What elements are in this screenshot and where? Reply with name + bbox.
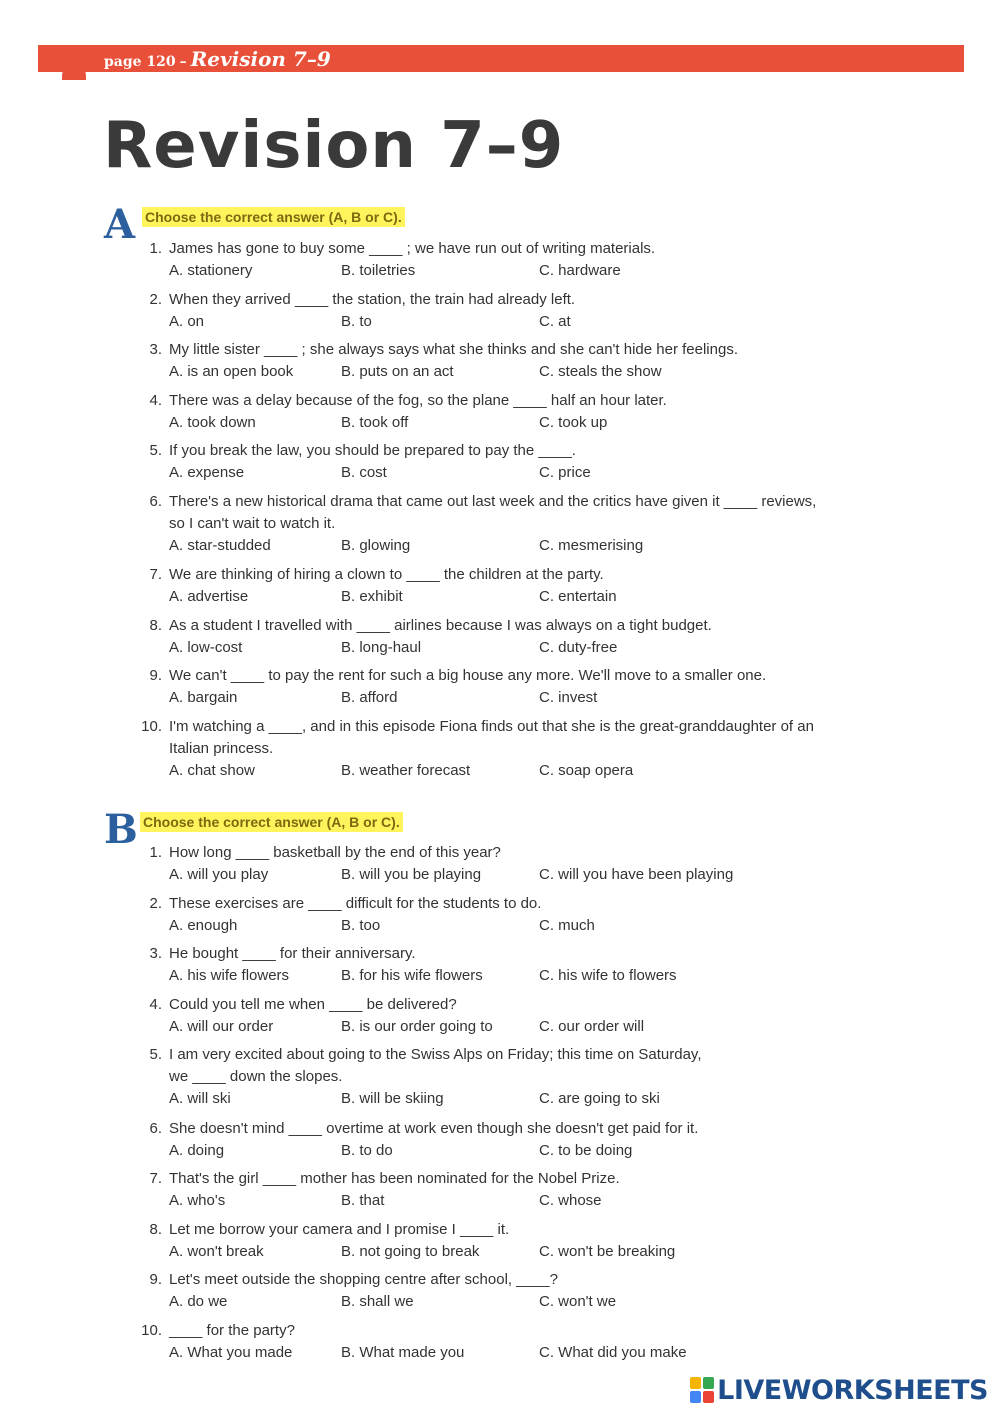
answer-option-a[interactable]: A. won't break bbox=[169, 1242, 264, 1260]
answer-option-c[interactable]: C. won't we bbox=[539, 1293, 617, 1310]
liveworksheets-logo[interactable] bbox=[690, 1374, 988, 1406]
question-text: James has gone to buy some ____ ; we have run out of writing materials. bbox=[169, 240, 656, 257]
answer-option-c[interactable]: C. will you have been playing bbox=[539, 866, 734, 883]
question-text: I am very excited about going to the Swiss Alps on Friday; this time on Saturday, bbox=[169, 1046, 702, 1063]
answer-option-a[interactable]: A. What you made bbox=[169, 1343, 293, 1361]
answer-option-a[interactable]: A. chat show bbox=[169, 761, 255, 779]
running-header: page 120 – Revision 7–9 bbox=[104, 47, 331, 71]
question-number: 9. bbox=[149, 1271, 162, 1288]
answer-option-a[interactable]: A. enough bbox=[169, 916, 238, 934]
answer-option-a[interactable]: A. will our order bbox=[169, 1017, 274, 1035]
answer-option-c[interactable]: C. our order will bbox=[539, 1017, 645, 1035]
answer-option-c[interactable]: C. are going to ski bbox=[539, 1090, 660, 1107]
answer-option-c[interactable]: C. took up bbox=[539, 413, 608, 431]
answer-option-b[interactable]: B. toiletries bbox=[341, 262, 416, 279]
question-number: 2. bbox=[149, 290, 162, 308]
question-number: 5. bbox=[149, 442, 162, 459]
answer-option-a[interactable]: A. on bbox=[169, 312, 205, 330]
answer-option-c[interactable]: C. to be doing bbox=[539, 1141, 633, 1159]
answer-option-b[interactable]: B. for his wife flowers bbox=[341, 967, 483, 984]
question-text: so I can't wait to watch it. bbox=[169, 514, 336, 532]
question-text: We can't ____ to pay the rent for such a big house any more. We'll move to a smaller one. bbox=[169, 667, 767, 684]
question-text: Let me borrow your camera and I promise I ____ it. bbox=[169, 1220, 510, 1238]
question-number: 10. bbox=[141, 717, 162, 735]
section-letter: A bbox=[104, 201, 136, 248]
page-number: page 120 bbox=[104, 54, 176, 70]
question-text: I'm watching a ____, and in this episode Fiona finds out that she is the great-granddaughter of an bbox=[169, 717, 814, 735]
answer-option-b[interactable]: B. What made you bbox=[341, 1343, 465, 1361]
question-number: 3. bbox=[149, 945, 162, 962]
answer-option-a[interactable]: A. will you play bbox=[169, 866, 269, 883]
question-text: we ____ down the slopes. bbox=[169, 1068, 343, 1085]
logo-icon bbox=[690, 1377, 714, 1403]
question-number: 8. bbox=[149, 1220, 162, 1238]
question-number: 7. bbox=[149, 566, 162, 583]
header-title: Revision 7–9 bbox=[190, 47, 331, 71]
question-text: If you break the law, you should be prepared to pay the ____. bbox=[169, 442, 576, 459]
answer-option-a[interactable]: A. who's bbox=[169, 1192, 226, 1209]
answer-option-c[interactable]: C. whose bbox=[539, 1192, 602, 1209]
question-number: 10. bbox=[141, 1321, 162, 1339]
logo-text: LIVEWORKSHEETS bbox=[717, 1374, 988, 1406]
question-number: 9. bbox=[149, 667, 162, 684]
answer-option-b[interactable]: B. will you be playing bbox=[341, 866, 482, 883]
answer-option-b[interactable]: B. long-haul bbox=[341, 638, 422, 656]
answer-option-b[interactable]: B. to bbox=[341, 312, 372, 330]
answer-option-c[interactable]: C. at bbox=[539, 312, 571, 330]
question-text: There was a delay because of the fog, so the plane ____ half an hour later. bbox=[169, 391, 667, 409]
answer-option-c[interactable]: C. What did you make bbox=[539, 1343, 687, 1361]
question-number: 3. bbox=[149, 341, 162, 358]
question-text: Could you tell me when ____ be delivered? bbox=[169, 995, 457, 1013]
question-text: She doesn't mind ____ overtime at work even though she doesn't get paid for it. bbox=[169, 1119, 699, 1137]
answer-option-a[interactable]: A. bargain bbox=[169, 689, 238, 706]
answer-option-c[interactable]: C. hardware bbox=[539, 262, 621, 279]
question-text: ____ for the party? bbox=[169, 1321, 295, 1339]
answer-option-b[interactable]: B. too bbox=[341, 916, 381, 934]
section-letter: B bbox=[104, 806, 138, 853]
question-number: 6. bbox=[149, 492, 162, 510]
answer-option-b[interactable]: B. weather forecast bbox=[341, 761, 471, 779]
answer-option-b[interactable]: B. that bbox=[341, 1192, 385, 1209]
answer-option-a[interactable]: A. doing bbox=[169, 1141, 225, 1159]
answer-option-c[interactable]: C. much bbox=[539, 916, 595, 934]
answer-option-b[interactable]: B. glowing bbox=[341, 536, 411, 554]
answer-option-a[interactable]: A. is an open book bbox=[169, 363, 294, 380]
answer-option-a[interactable]: A. advertise bbox=[169, 588, 249, 605]
question-text: There's a new historical drama that came out last week and the critics have given it ____ reviews, bbox=[169, 492, 817, 510]
answer-option-c[interactable]: C. price bbox=[539, 464, 591, 481]
answer-option-b[interactable]: B. will be skiing bbox=[341, 1090, 444, 1107]
answer-option-c[interactable]: C. invest bbox=[539, 689, 598, 706]
answer-option-a[interactable]: A. do we bbox=[169, 1293, 228, 1310]
answer-option-b[interactable]: B. afford bbox=[341, 689, 398, 706]
question-number: 4. bbox=[149, 995, 162, 1013]
answer-option-c[interactable]: C. duty-free bbox=[539, 638, 618, 656]
page-title: Revision 7–9 bbox=[103, 109, 565, 183]
question-text: That's the girl ____ mother has been nominated for the Nobel Prize. bbox=[169, 1170, 620, 1187]
answer-option-c[interactable]: C. mesmerising bbox=[539, 536, 644, 554]
answer-option-a[interactable]: A. star-studded bbox=[169, 536, 271, 554]
question-text: Italian princess. bbox=[169, 739, 274, 757]
question-text: How long ____ basketball by the end of this year? bbox=[169, 844, 501, 861]
answer-option-a[interactable]: A. will ski bbox=[169, 1090, 231, 1107]
answer-option-a[interactable]: A. stationery bbox=[169, 262, 253, 279]
question-text: We are thinking of hiring a clown to ____ the children at the party. bbox=[169, 566, 604, 583]
question-number: 7. bbox=[149, 1170, 162, 1187]
answer-option-a[interactable]: A. his wife flowers bbox=[169, 967, 290, 984]
question-text: My little sister ____ ; she always says what she thinks and she can't hide her feelings. bbox=[169, 341, 738, 358]
section-instruction: Choose the correct answer (A, B or C). bbox=[142, 207, 405, 227]
question-number: 5. bbox=[149, 1046, 162, 1063]
answer-option-c[interactable]: C. entertain bbox=[539, 588, 617, 605]
question-text: Let's meet outside the shopping centre after school, ____? bbox=[169, 1271, 558, 1288]
question-number: 1. bbox=[149, 240, 162, 257]
question-text: These exercises are ____ difficult for the students to do. bbox=[169, 894, 542, 912]
question-text: As a student I travelled with ____ airlines because I was always on a tight budget. bbox=[169, 616, 712, 634]
question-text: He bought ____ for their anniversary. bbox=[169, 945, 416, 962]
answer-option-b[interactable]: B. exhibit bbox=[341, 588, 403, 605]
answer-option-b[interactable]: B. is our order going to bbox=[341, 1017, 493, 1035]
answer-option-a[interactable]: A. took down bbox=[169, 413, 256, 431]
answer-option-c[interactable]: C. his wife to flowers bbox=[539, 967, 677, 984]
answer-option-c[interactable]: C. soap opera bbox=[539, 761, 634, 779]
question-number: 8. bbox=[149, 616, 162, 634]
answer-option-b[interactable]: B. not going to break bbox=[341, 1242, 480, 1260]
answer-option-b[interactable]: B. shall we bbox=[341, 1293, 414, 1310]
question-text: When they arrived ____ the station, the train had already left. bbox=[169, 290, 576, 308]
answer-option-b[interactable]: B. puts on an act bbox=[341, 363, 454, 380]
question-number: 4. bbox=[149, 391, 162, 409]
section-instruction: Choose the correct answer (A, B or C). bbox=[140, 812, 403, 832]
answer-option-b[interactable]: B. cost bbox=[341, 464, 387, 481]
question-number: 6. bbox=[149, 1119, 162, 1137]
answer-option-b[interactable]: B. took off bbox=[341, 413, 409, 431]
question-number: 1. bbox=[149, 844, 162, 861]
answer-option-b[interactable]: B. to do bbox=[341, 1141, 393, 1159]
answer-option-a[interactable]: A. low-cost bbox=[169, 638, 243, 656]
answer-option-c[interactable]: C. won't be breaking bbox=[539, 1242, 676, 1260]
answer-option-c[interactable]: C. steals the show bbox=[539, 363, 662, 380]
question-number: 2. bbox=[149, 894, 162, 912]
answer-option-a[interactable]: A. expense bbox=[169, 464, 245, 481]
